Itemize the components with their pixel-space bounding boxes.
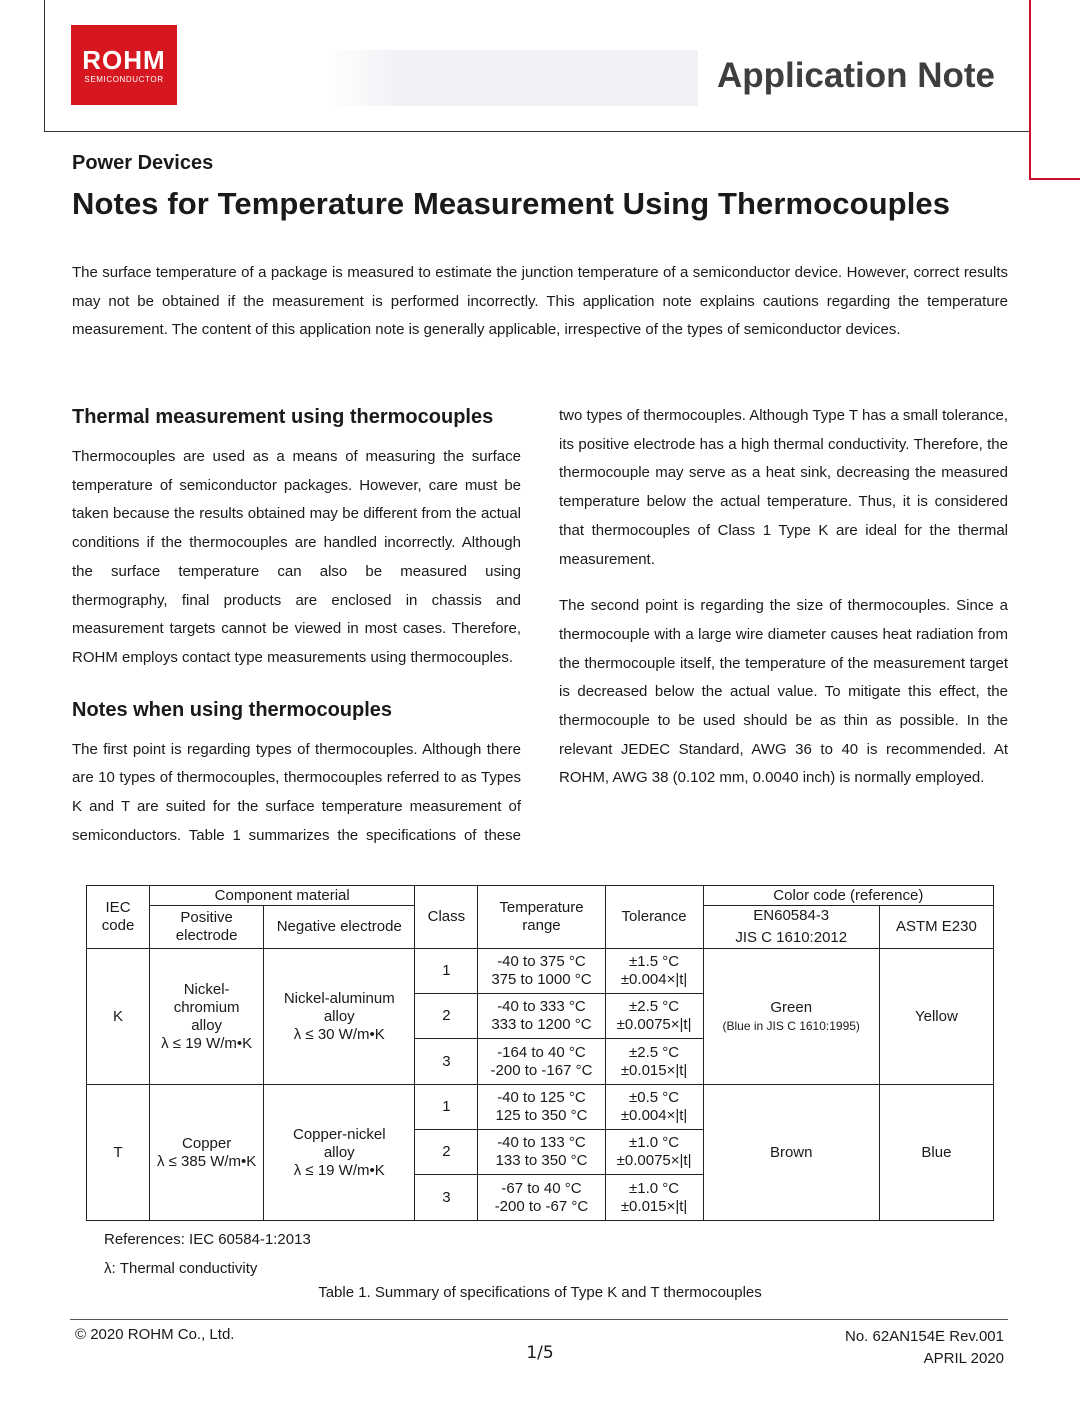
cell-class: 1: [415, 1085, 478, 1130]
section-heading-thermal: Thermal measurement using thermocouples: [72, 406, 494, 428]
page-number: 1/5: [526, 1343, 554, 1363]
cell-astm-color-k: Yellow: [879, 949, 993, 1085]
cell-class: 3: [415, 1175, 478, 1221]
table-row: [87, 949, 994, 994]
category-label: Power Devices: [72, 152, 214, 174]
cell-negative-t: Copper-nickel alloy λ ≤ 19 W/m•K: [264, 1085, 415, 1221]
rohm-logo: [71, 25, 177, 105]
table-notes: [104, 1225, 311, 1283]
section-paragraph: The first point is regarding types of thermocouples. Although there are 10 types of thermocouples, thermocouples referred to as Types K and T are suited for the surface temperature measurement of semiconductors. Table 1 summarizes the specifications of these: [72, 740, 521, 844]
logo-name: ROHM: [82, 45, 166, 75]
intro-paragraph: The surface temperature of a package is measured to estimate the junction temperature of a semiconductor device. However, correct results may not be obtained if the measurement is performed incorrectly. This application note explains cautions regarding the temperature measurement. The content of this application note is generally applicable, irrespective of the types of semiconductor devices.: [72, 264, 1008, 339]
th-positive: Positive electrode: [150, 906, 264, 949]
th-component: Component material: [150, 886, 415, 906]
lambda-note: λ: Thermal conductivity: [104, 1260, 258, 1277]
cell-positive-t: Copper λ ≤ 385 W/m•K: [150, 1085, 264, 1221]
th-color-code: Color code (reference): [703, 886, 993, 906]
th-class: Class: [415, 886, 478, 949]
th-negative: Negative electrode: [264, 906, 415, 949]
cell-positive-k: Nickel- chromium alloy λ ≤ 19 W/m•K: [150, 949, 264, 1085]
cell-tolerance: ±1.0 °C ±0.0075×|t|: [605, 1130, 703, 1175]
doc-type-label: Application Note: [716, 56, 995, 95]
th-tolerance: Tolerance: [605, 886, 703, 949]
left-column: [72, 403, 521, 850]
cell-code-k: K: [87, 949, 150, 1085]
cell-tolerance: ±1.0 °C ±0.015×|t|: [605, 1175, 703, 1221]
header-bottom-rule: [44, 131, 1029, 132]
cell-tolerance: ±2.5 °C ±0.015×|t|: [605, 1039, 703, 1085]
th-iec-code: IEC code: [87, 886, 150, 949]
th-astm: ASTM E230: [879, 906, 993, 949]
cell-temp-range: -40 to 333 °C 333 to 1200 °C: [478, 994, 605, 1039]
cell-temp-range: -67 to 40 °C -200 to -67 °C: [478, 1175, 605, 1221]
cell-en-color-k: Green (Blue in JIS C 1610:1995): [703, 949, 879, 1085]
cell-en-color-t: Brown: [703, 1085, 879, 1221]
right-column: [559, 402, 1008, 793]
section-paragraph: The second point is regarding the size of thermocouples. Since a thermocouple with a large wire diameter causes heat radiation from the thermocouple itself, the temperature of the measurement target is decreased below the actual value. To mitigate this effect, the thermocouple to be used should be as thin as possible. In the relevant JEDEC Standard, AWG 36 to 40 is recommended. At ROHM, AWG 38 (0.102 mm, 0.0040 inch) is normally employed.: [559, 597, 1008, 787]
table-row: [87, 1085, 994, 1130]
cell-temp-range: -40 to 375 °C 375 to 1000 °C: [478, 949, 605, 994]
cell-class: 2: [415, 1130, 478, 1175]
page-title: Notes for Temperature Measurement Using Thermocouples: [72, 186, 951, 221]
header-left-rule: [44, 0, 45, 132]
table-caption: Table 1. Summary of specifications of Type K and T thermocouples: [318, 1284, 762, 1301]
corner-mark-vertical: [1029, 0, 1031, 180]
cell-tolerance: ±1.5 °C ±0.004×|t|: [605, 949, 703, 994]
cell-class: 2: [415, 994, 478, 1039]
doc-number: No. 62AN154E Rev.001: [845, 1328, 1004, 1345]
doc-date: APRIL 2020: [923, 1350, 1004, 1367]
table-header-row: [87, 886, 994, 906]
cell-tolerance: ±0.5 °C ±0.004×|t|: [605, 1085, 703, 1130]
footer-rule: [70, 1319, 1008, 1320]
th-jis: JIS C 1610:2012: [735, 929, 848, 946]
cell-tolerance: ±2.5 °C ±0.0075×|t|: [605, 994, 703, 1039]
cell-class: 1: [415, 949, 478, 994]
logo-sub: SEMICONDUCTOR: [84, 75, 164, 84]
cell-astm-color-t: Blue: [879, 1085, 993, 1221]
section-heading-notes: Notes when using thermocouples: [72, 698, 393, 721]
cell-temp-range: -40 to 133 °C 133 to 350 °C: [478, 1130, 605, 1175]
section-paragraph: two types of thermocouples. Although Type T has a small tolerance, its positive electrode has a high thermal conductivity. Therefore, the thermocouple may serve as a heat sink, decreasing the measured temperature below the actual temperature. Thus, it is considered that thermocouples of Class 1 Type K are ideal for the thermal measurement.: [559, 407, 1008, 568]
thermocouple-spec-table: [86, 885, 994, 1221]
cell-temp-range: -40 to 125 °C 125 to 350 °C: [478, 1085, 605, 1130]
references-note: References: IEC 60584-1:2013: [104, 1231, 311, 1248]
section-paragraph: Thermocouples are used as a means of measuring the surface temperature of semiconductor packages. However, care must be taken because the results obtained may be different from the actual conditions if the thermocouples are handled incorrectly. Although the surface temperature can also be measured using thermography, final products are enclosed in chassis and measurement targets cannot be viewed in most cases. Therefore, ROHM employs contact type measurements using thermocouples.: [72, 448, 521, 666]
cell-temp-range: -164 to 40 °C -200 to -167 °C: [478, 1039, 605, 1085]
cell-code-t: T: [87, 1085, 150, 1221]
header-decor-band: [326, 50, 698, 106]
th-en-jis: [703, 906, 879, 949]
cell-class: 3: [415, 1039, 478, 1085]
cell-negative-k: Nickel-aluminum alloy λ ≤ 30 W/m•K: [264, 949, 415, 1085]
doc-number-block: [760, 1326, 1004, 1370]
copyright: © 2020 ROHM Co., Ltd.: [75, 1326, 235, 1343]
corner-mark-horizontal: [1029, 178, 1080, 180]
th-temp-range: Temperature range: [478, 886, 605, 949]
th-en: EN60584-3: [753, 907, 830, 924]
